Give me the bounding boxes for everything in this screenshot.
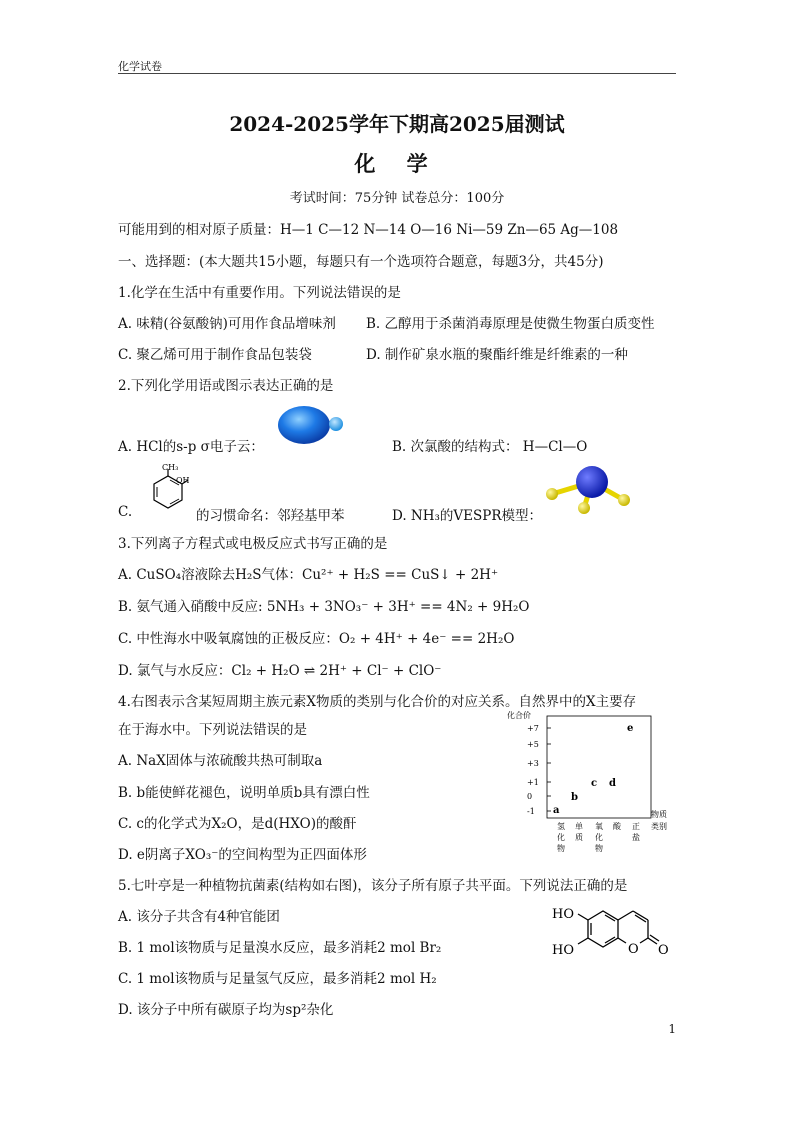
exam-subject: 化 学 — [354, 151, 440, 176]
x-category-label: 氧 — [595, 822, 603, 831]
atomic-masses: 可能用到的相对原子质量：H—1 C—12 N—14 O—16 Ni—59 Zn—65 Ag—108 — [118, 222, 619, 238]
chart-point-d: d — [609, 778, 616, 789]
chart-frame — [547, 716, 651, 818]
q2-option-a: A. HCl的s-p σ电子云： — [118, 439, 264, 455]
esculetin-structure — [548, 898, 683, 968]
nh3-vsepr-model — [540, 460, 640, 516]
q3-option-a: A. CuSO₄溶液除去H₂S气体：Cu²⁺ + H₂S == CuS↓ + 2H⁺ — [118, 567, 499, 583]
q3-stem: 3.下列离子方程式或电极反应式书写正确的是 — [118, 536, 388, 552]
exam-meta: 考试时间：75分钟 试卷总分：100分 — [289, 191, 505, 206]
x-category-label: 氢 — [557, 822, 565, 831]
page-header: 化学试卷 — [118, 60, 162, 73]
x-category-label: 化 — [557, 833, 565, 842]
q5-option-c: C. 1 mol该物质与足量氢气反应，最多消耗2 mol H₂ — [118, 971, 437, 987]
q4-stem-line2: 在于海水中。下列说法错误的是 — [118, 722, 307, 738]
y-tick-label: +1 — [527, 778, 539, 787]
chart-point-b: b — [571, 792, 578, 803]
q5-option-b: B. 1 mol该物质与足量溴水反应，最多消耗2 mol Br₂ — [118, 940, 442, 956]
exam-title: 2024-2025学年下期高2025届测试 — [229, 112, 565, 136]
q4-option-a: A. NaX固体与浓硫酸共热可制取a — [118, 753, 323, 769]
q2-option-c: 的习惯命名：邻羟基甲苯 — [196, 508, 345, 524]
y-tick-label: +3 — [527, 759, 539, 768]
q5-option-a: A. 该分子共含有4种官能团 — [118, 909, 280, 925]
x-category-label: 单 — [575, 822, 583, 831]
q2-option-b: B. 次氯酸的结构式： H—Cl—O — [392, 439, 588, 455]
q3-option-c: C. 中性海水中吸氧腐蚀的正极反应：O₂ + 4H⁺ + 4e⁻ == 2H₂O — [118, 631, 515, 647]
oh-label: OH — [176, 476, 190, 485]
q4-option-b: B. b能使鲜花褪色，说明单质b具有漂白性 — [118, 785, 370, 801]
y-tick-label: +7 — [527, 724, 539, 733]
y-tick-label: 0 — [527, 792, 533, 801]
ring-oxygen-label: O — [628, 942, 639, 957]
q3-option-d: D. 氯气与水反应：Cl₂ + H₂O ⇌ 2H⁺ + Cl⁻ + ClO⁻ — [118, 663, 442, 679]
q4-option-c: C. c的化学式为X₂O，是d(HXO)的酸酐 — [118, 816, 357, 832]
section-heading: 一、选择题：(本大题共15小题，每题只有一个选项符合题意，每题3分，共45分) — [118, 254, 604, 270]
q1-option-a: A. 味精(谷氨酸钠)可用作食品增味剂 — [118, 316, 336, 332]
chart-x-title-2: 类别 — [651, 822, 667, 831]
q4-stem-line1: 4.右图表示含某短周期主族元素X物质的类别与化合价的对应关系。自然界中的X主要存 — [118, 694, 637, 710]
x-category-label: 质 — [575, 833, 583, 842]
q2-option-c-letter: C. — [118, 504, 133, 520]
ho-label-top: HO — [552, 907, 574, 922]
carbonyl-oxygen-label: O — [658, 943, 669, 958]
chart-x-title-1: 物质 — [651, 810, 667, 819]
header-divider — [118, 73, 676, 74]
q3-option-b: B. 氨气通入硝酸中反应: 5NH₃ + 3NO₃⁻ + 3H⁺ == 4N₂ + 9H₂O — [118, 599, 530, 615]
chart-point-a: a — [553, 805, 560, 816]
q2-stem: 2.下列化学用语或图示表达正确的是 — [118, 378, 334, 394]
o-cresol-structure — [136, 462, 196, 522]
q4-option-d: D. e阴离子XO₃⁻的空间构型为正四面体形 — [118, 847, 367, 863]
q1-option-d: D. 制作矿泉水瓶的聚酯纤维是纤维素的一种 — [366, 347, 628, 363]
q1-option-c: C. 聚乙烯可用于制作食品包装袋 — [118, 347, 312, 363]
q1-stem: 1.化学在生活中有重要作用。下列说法错误的是 — [118, 285, 401, 301]
chart-y-title: 化合价 — [507, 711, 531, 720]
valence-chart — [505, 708, 695, 858]
chart-point-c: c — [591, 778, 598, 789]
ch3-label: CH₃ — [162, 463, 179, 472]
q1-option-b: B. 乙醇用于杀菌消毒原理是使微生物蛋白质变性 — [366, 316, 655, 332]
page-number: 1 — [668, 1022, 676, 1036]
y-tick-label: +5 — [527, 740, 539, 749]
x-category-label: 酸 — [613, 822, 621, 831]
ho-label-bottom: HO — [552, 943, 574, 958]
electron-cloud-image — [272, 400, 356, 450]
x-category-label: 盐 — [632, 833, 640, 842]
x-category-label: 正 — [632, 822, 640, 831]
x-category-label: 化 — [595, 833, 603, 842]
x-category-label: 物 — [595, 844, 603, 853]
x-category-label: 物 — [557, 844, 565, 853]
y-tick-label: -1 — [527, 807, 535, 816]
q5-stem: 5.七叶亭是一种植物抗菌素(结构如右图)，该分子所有原子共平面。下列说法正确的是 — [118, 878, 628, 894]
q2-option-d: D. NH₃的VESPR模型： — [392, 508, 543, 524]
chart-point-e: e — [627, 723, 634, 734]
q5-option-d: D. 该分子中所有碳原子均为sp²杂化 — [118, 1002, 334, 1018]
